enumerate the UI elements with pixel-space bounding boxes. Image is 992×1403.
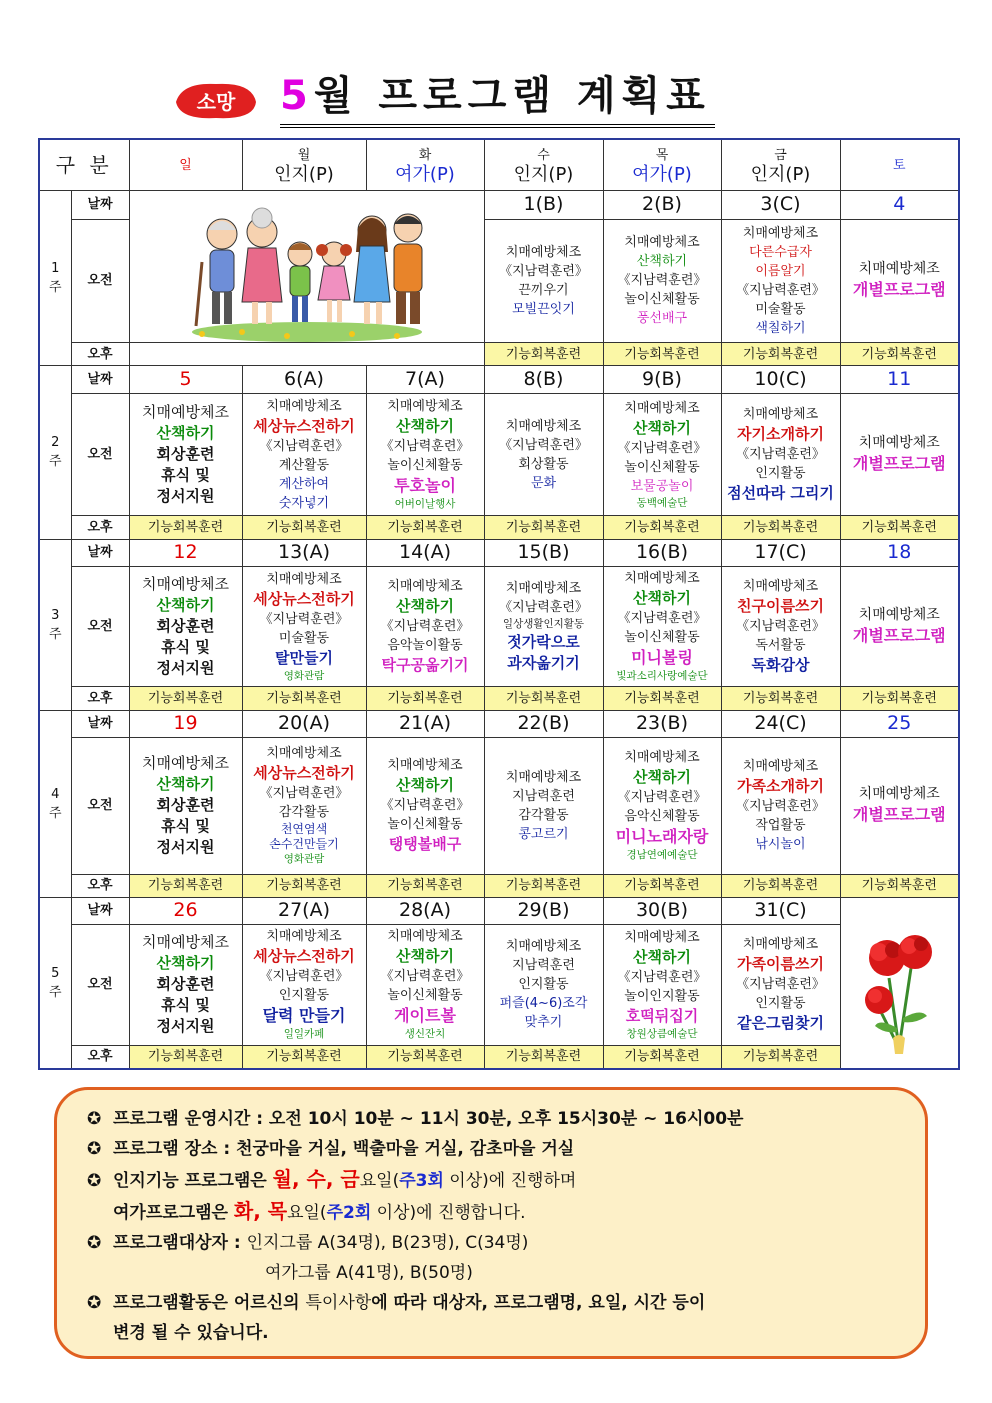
afternoon-program: 기능회복훈련 (242, 874, 366, 897)
date-cell: 5 (129, 366, 242, 393)
week4-label: 4 주 (39, 710, 71, 897)
date-cell: 4 (840, 191, 959, 219)
afternoon-program: 기능회복훈련 (603, 874, 721, 897)
week3-date-row (39, 539, 959, 566)
week3-label: 3 주 (39, 539, 71, 710)
note-cognitive: ✪ 인지기능 프로그램은 월, 수, 금요일(주3회 이상)에 진행하며 (87, 1164, 925, 1196)
program-cell: 치매예방체조 산책하기 《지남력훈련》 음악신체활동 미니노래자랑 경남연예예술단 (603, 737, 721, 874)
notes-box (54, 1087, 928, 1359)
note-changes-cont: 변경 될 수 있습니다. (113, 1323, 269, 1343)
program-cell: 치매예방체조 세상뉴스전하기 《지남력훈련》 인지활동 달력 만들기 일일카페 (242, 924, 366, 1045)
morning-label: 오전 (71, 566, 129, 687)
afternoon-program: 기능회복훈련 (366, 687, 484, 710)
afternoon-program: 기능회복훈련 (484, 687, 603, 710)
page-title: 5월 프로그램 계획표 (280, 68, 715, 128)
header-fri: 금 인지(P) (721, 139, 840, 191)
carnation-icon (849, 908, 949, 1058)
note-changes: ✪ 프로그램활동은 어르신의 특이사항에 따라 대상자, 프로그램명, 요일, 시간 등이 (87, 1288, 925, 1318)
date-cell: 16(B) (603, 539, 721, 566)
program-cell: 치매예방체조 개별프로그램 (840, 219, 959, 343)
afternoon-program: 기능회복훈련 (721, 343, 840, 366)
week2-morning-row (39, 393, 959, 516)
bullet-icon: ✪ (87, 1139, 102, 1159)
date-cell: 19 (129, 710, 242, 737)
date-cell: 15(B) (484, 539, 603, 566)
program-cell: 치매예방체조 산책하기 회상훈련 휴식 및 정서지원 (129, 393, 242, 516)
program-cell: 치매예방체조 친구이름쓰기 《지남력훈련》 독서활동 독화감상 (721, 566, 840, 687)
date-cell: 3(C) (721, 191, 840, 219)
date-cell: 11 (840, 366, 959, 393)
week1-afternoon-row (39, 343, 959, 366)
week2-date-row (39, 366, 959, 393)
afternoon-program: 기능회복훈련 (242, 687, 366, 710)
program-cell: 치매예방체조 산책하기 《지남력훈련》 놀이신체활동 보물공놀이 동백예술단 (603, 393, 721, 516)
date-cell: 1(B) (484, 191, 603, 219)
date-cell: 6(A) (242, 366, 366, 393)
afternoon-label: 오후 (71, 516, 129, 539)
date-cell: 2(B) (603, 191, 721, 219)
family-illustration (129, 191, 484, 343)
header-thu: 목 여가(P) (603, 139, 721, 191)
afternoon-program: 기능회복훈련 (603, 1045, 721, 1069)
date-cell: 18 (840, 539, 959, 566)
week3-morning-row (39, 566, 959, 687)
program-cell: 치매예방체조 지남력훈련 감각활동 콩고르기 (484, 737, 603, 874)
bullet-icon: ✪ (87, 1293, 102, 1313)
bullet-icon: ✪ (87, 1171, 102, 1191)
date-cell: 23(B) (603, 710, 721, 737)
program-cell: 치매예방체조 가족이름쓰기 《지남력훈련》 인지활동 같은그림찾기 (721, 924, 840, 1045)
week4-date-row (39, 710, 959, 737)
program-cell: 치매예방체조 지남력훈련 인지활동 퍼즐(4~6)조각 맞추기 (484, 924, 603, 1045)
bullet-icon: ✪ (87, 1233, 102, 1253)
date-cell: 7(A) (366, 366, 484, 393)
note-location: ✪ 프로그램 장소 : 천궁마을 거실, 백출마을 거실, 감초마을 거실 (87, 1134, 925, 1164)
empty-cell (129, 343, 484, 366)
program-cell: 치매예방체조 세상뉴스전하기 《지남력훈련》 감각활동 천연염색 손수건만들기 영화관람 (242, 737, 366, 874)
date-label: 날짜 (71, 191, 129, 219)
note-targets-leisure: 여가그룹 A(41명), B(50명) (265, 1263, 473, 1283)
svg-text:소망: 소망 (196, 90, 236, 114)
date-cell: 17(C) (721, 539, 840, 566)
morning-label: 오전 (71, 219, 129, 343)
afternoon-program: 기능회복훈련 (721, 1045, 840, 1069)
program-cell: 치매예방체조 산책하기 《지남력훈련》 놀이신체활동 게이트볼 생신잔치 (366, 924, 484, 1045)
program-cell: 치매예방체조 산책하기 《지남력훈련》 놀이인지활동 호떡뒤집기 창원상큼예술단 (603, 924, 721, 1045)
morning-label: 오전 (71, 924, 129, 1045)
program-cell: 치매예방체조 세상뉴스전하기 《지남력훈련》 미술활동 탈만들기 영화관람 (242, 566, 366, 687)
program-cell: 치매예방체조 개별프로그램 (840, 393, 959, 516)
program-cell: 치매예방체조 산책하기 《지남력훈련》 음악놀이활동 탁구공옮기기 (366, 566, 484, 687)
date-cell: 20(A) (242, 710, 366, 737)
date-cell: 14(A) (366, 539, 484, 566)
date-label: 날짜 (71, 710, 129, 737)
date-label: 날짜 (71, 366, 129, 393)
program-cell: 치매예방체조 산책하기 《지남력훈련》 놀이신체활동 탱탱볼배구 (366, 737, 484, 874)
date-cell: 30(B) (603, 897, 721, 924)
program-cell: 치매예방체조 세상뉴스전하기 《지남력훈련》 계산활동 계산하여 숫자넣기 (242, 393, 366, 516)
program-cell: 치매예방체조 산책하기 회상훈련 휴식 및 정서지원 (129, 924, 242, 1045)
afternoon-label: 오후 (71, 343, 129, 366)
week3-afternoon-row (39, 687, 959, 710)
date-cell: 31(C) (721, 897, 840, 924)
program-cell: 치매예방체조 개별프로그램 (840, 737, 959, 874)
program-cell: 치매예방체조 산책하기 《지남력훈련》 놀이신체활동 풍선배구 (603, 219, 721, 343)
date-cell: 10(C) (721, 366, 840, 393)
week5-afternoon-row (39, 1045, 959, 1069)
afternoon-program: 기능회복훈련 (840, 343, 959, 366)
afternoon-program: 기능회복훈련 (129, 1045, 242, 1069)
header-gubun: 구 분 (39, 139, 129, 191)
afternoon-label: 오후 (71, 1045, 129, 1069)
date-cell: 12 (129, 539, 242, 566)
header-sat: 토 (840, 139, 959, 191)
date-cell: 8(B) (484, 366, 603, 393)
date-cell: 27(A) (242, 897, 366, 924)
week1-label: 1 주 (39, 191, 71, 366)
program-cell: 치매예방체조 산책하기 회상훈련 휴식 및 정서지원 (129, 737, 242, 874)
afternoon-program: 기능회복훈련 (484, 1045, 603, 1069)
date-cell: 24(C) (721, 710, 840, 737)
week2-afternoon-row (39, 516, 959, 539)
afternoon-program: 기능회복훈련 (721, 687, 840, 710)
afternoon-label: 오후 (71, 687, 129, 710)
afternoon-program: 기능회복훈련 (603, 516, 721, 539)
bullet-icon: ✪ (87, 1109, 102, 1129)
morning-label: 오전 (71, 737, 129, 874)
program-cell: 치매예방체조 가족소개하기 《지남력훈련》 작업활동 낚시놀이 (721, 737, 840, 874)
header-wed: 수 인지(P) (484, 139, 603, 191)
date-cell: 25 (840, 710, 959, 737)
afternoon-program: 기능회복훈련 (840, 874, 959, 897)
program-cell: 치매예방체조 산책하기 회상훈련 휴식 및 정서지원 (129, 566, 242, 687)
date-label: 날짜 (71, 897, 129, 924)
afternoon-program: 기능회복훈련 (129, 687, 242, 710)
afternoon-program: 기능회복훈련 (484, 343, 603, 366)
afternoon-label: 오후 (71, 874, 129, 897)
note-leisure: 여가프로그램은 화, 목요일(주2회 이상)에 진행합니다. (113, 1199, 526, 1223)
afternoon-program: 기능회복훈련 (840, 687, 959, 710)
date-cell: 13(A) (242, 539, 366, 566)
afternoon-program: 기능회복훈련 (129, 874, 242, 897)
afternoon-program: 기능회복훈련 (366, 516, 484, 539)
date-cell: 29(B) (484, 897, 603, 924)
afternoon-program: 기능회복훈련 (603, 687, 721, 710)
afternoon-program: 기능회복훈련 (242, 1045, 366, 1069)
week5-date-row (39, 897, 959, 924)
week5-label: 5 주 (39, 897, 71, 1069)
afternoon-program: 기능회복훈련 (721, 874, 840, 897)
program-cell: 치매예방체조 자기소개하기 《지남력훈련》 인지활동 점선따라 그리기 (721, 393, 840, 516)
note-targets: ✪ 프로그램대상자 : 인지그룹 A(34명), B(23명), C(34명) (87, 1228, 925, 1258)
family-illustration-image (182, 192, 432, 342)
program-cell: 치매예방체조 산책하기 《지남력훈련》 놀이신체활동 투호놀이 어버이날행사 (366, 393, 484, 516)
program-cell: 치매예방체조 《지남력훈련》 회상활동 문화 (484, 393, 603, 516)
week2-label: 2 주 (39, 366, 71, 539)
carnation-illustration (840, 897, 959, 1069)
afternoon-program: 기능회복훈련 (366, 1045, 484, 1069)
header-sun: 일 (129, 139, 242, 191)
date-cell: 21(A) (366, 710, 484, 737)
afternoon-program: 기능회복훈련 (603, 343, 721, 366)
date-cell: 26 (129, 897, 242, 924)
afternoon-program: 기능회복훈련 (129, 516, 242, 539)
program-cell: 치매예방체조 다른수급자 이름알기 《지남력훈련》 미술활동 색칠하기 (721, 219, 840, 343)
program-cell: 치매예방체조 개별프로그램 (840, 566, 959, 687)
date-cell: 22(B) (484, 710, 603, 737)
logo (172, 80, 260, 122)
date-cell: 28(A) (366, 897, 484, 924)
afternoon-program: 기능회복훈련 (484, 516, 603, 539)
week4-afternoon-row (39, 874, 959, 897)
program-cell: 치매예방체조 《지남력훈련》 일상생활인지활동 젓가락으로 과자옮기기 (484, 566, 603, 687)
week1-date-row (39, 191, 959, 219)
header-mon: 월 인지(P) (242, 139, 366, 191)
afternoon-program: 기능회복훈련 (242, 516, 366, 539)
note-hours: ✪ 프로그램 운영시간 : 오전 10시 10분 ~ 11시 30분, 오후 15시30분 ~ 16시00분 (87, 1104, 925, 1134)
header-tue: 화 여가(P) (366, 139, 484, 191)
afternoon-program: 기능회복훈련 (366, 874, 484, 897)
week4-morning-row (39, 737, 959, 874)
date-cell: 9(B) (603, 366, 721, 393)
program-cell: 치매예방체조 산책하기 《지남력훈련》 놀이신체활동 미니볼링 빛과소리사랑예술단 (603, 566, 721, 687)
date-label: 날짜 (71, 539, 129, 566)
morning-label: 오전 (71, 393, 129, 516)
schedule-table (38, 138, 960, 1070)
header-row (39, 139, 959, 191)
afternoon-program: 기능회복훈련 (721, 516, 840, 539)
afternoon-program: 기능회복훈련 (840, 516, 959, 539)
afternoon-program: 기능회복훈련 (484, 874, 603, 897)
week5-morning-row (39, 924, 959, 1045)
program-cell: 치매예방체조 《지남력훈련》 끈끼우기 모빌끈잇기 (484, 219, 603, 343)
